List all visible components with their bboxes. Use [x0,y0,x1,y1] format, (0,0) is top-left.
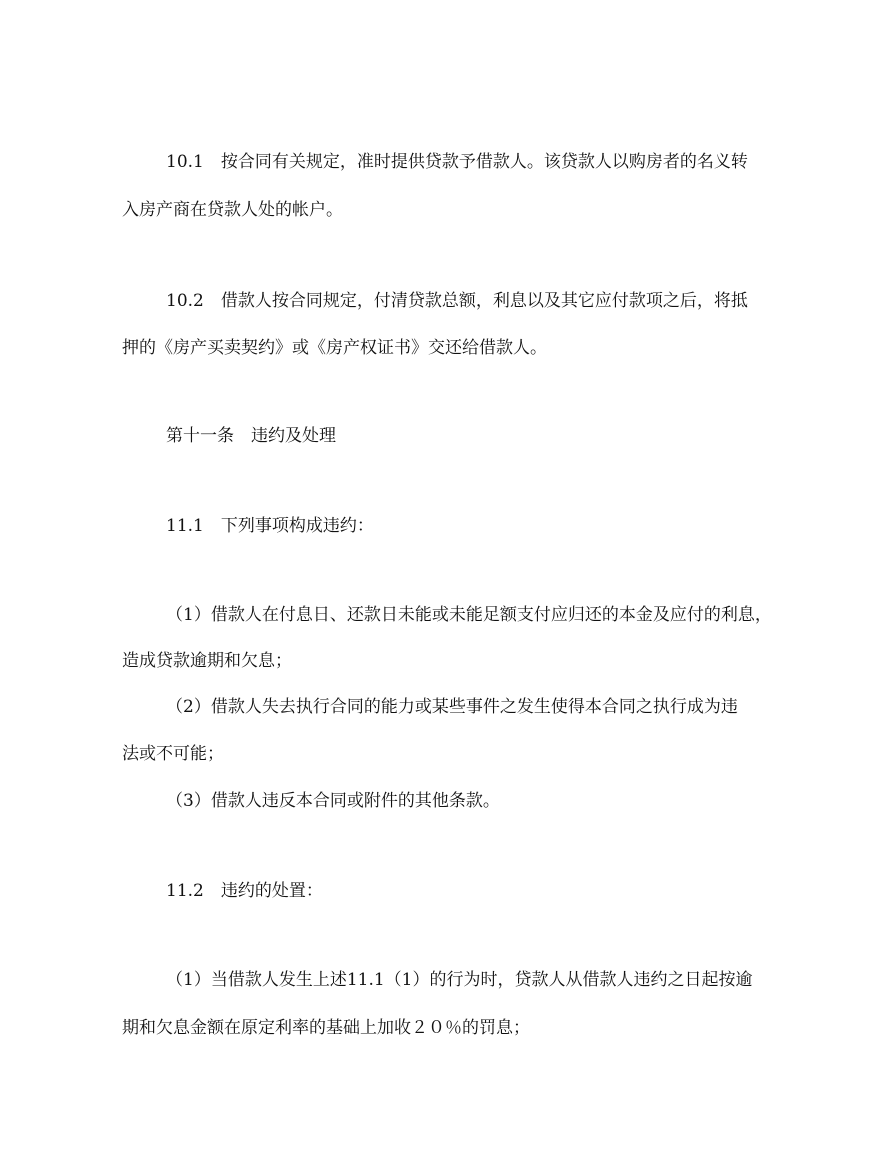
clause-11-1-item-1-line-1: （1）借款人在付息日、还款日未能或未能足额支付应归还的本金及应付的利息， [166,605,772,625]
clause-11-2-title: 11.2 违约的处置： [166,881,323,901]
clause-10-2-line-1: 10.2 借款人按合同规定，付清贷款总额，利息以及其它应付款项之后，将抵 [166,291,748,311]
clause-11-2-item-1-line-1: （1）当借款人发生上述11.1（1）的行为时，贷款人从借款人违约之日起按逾 [166,970,753,990]
clause-11-1-item-2-line-1: （2）借款人失去执行合同的能力或某些事件之发生使得本合同之执行成为违 [166,697,738,717]
clause-11-1-title: 11.1 下列事项构成违约： [166,516,374,536]
clause-10-2-line-2: 押的《房产买卖契约》或《房产权证书》交还给借款人。 [122,338,547,358]
clause-11-2-item-1-line-2: 期和欠息金额在原定利率的基础上加收２０％的罚息； [122,1018,530,1038]
clause-10-1-line-1: 10.1 按合同有关规定，准时提供贷款予借款人。该贷款人以购房者的名义转 [166,152,748,172]
article-11-heading: 第十一条 违约及处理 [166,426,336,446]
clause-11-1-item-3: （3）借款人违反本合同或附件的其他条款。 [166,791,500,811]
clause-11-1-item-1-line-2: 造成贷款逾期和欠息； [122,651,292,671]
clause-10-1-line-2: 入房产商在贷款人处的帐户。 [122,200,343,220]
clause-11-1-item-2-line-2: 法或不可能； [122,744,224,764]
